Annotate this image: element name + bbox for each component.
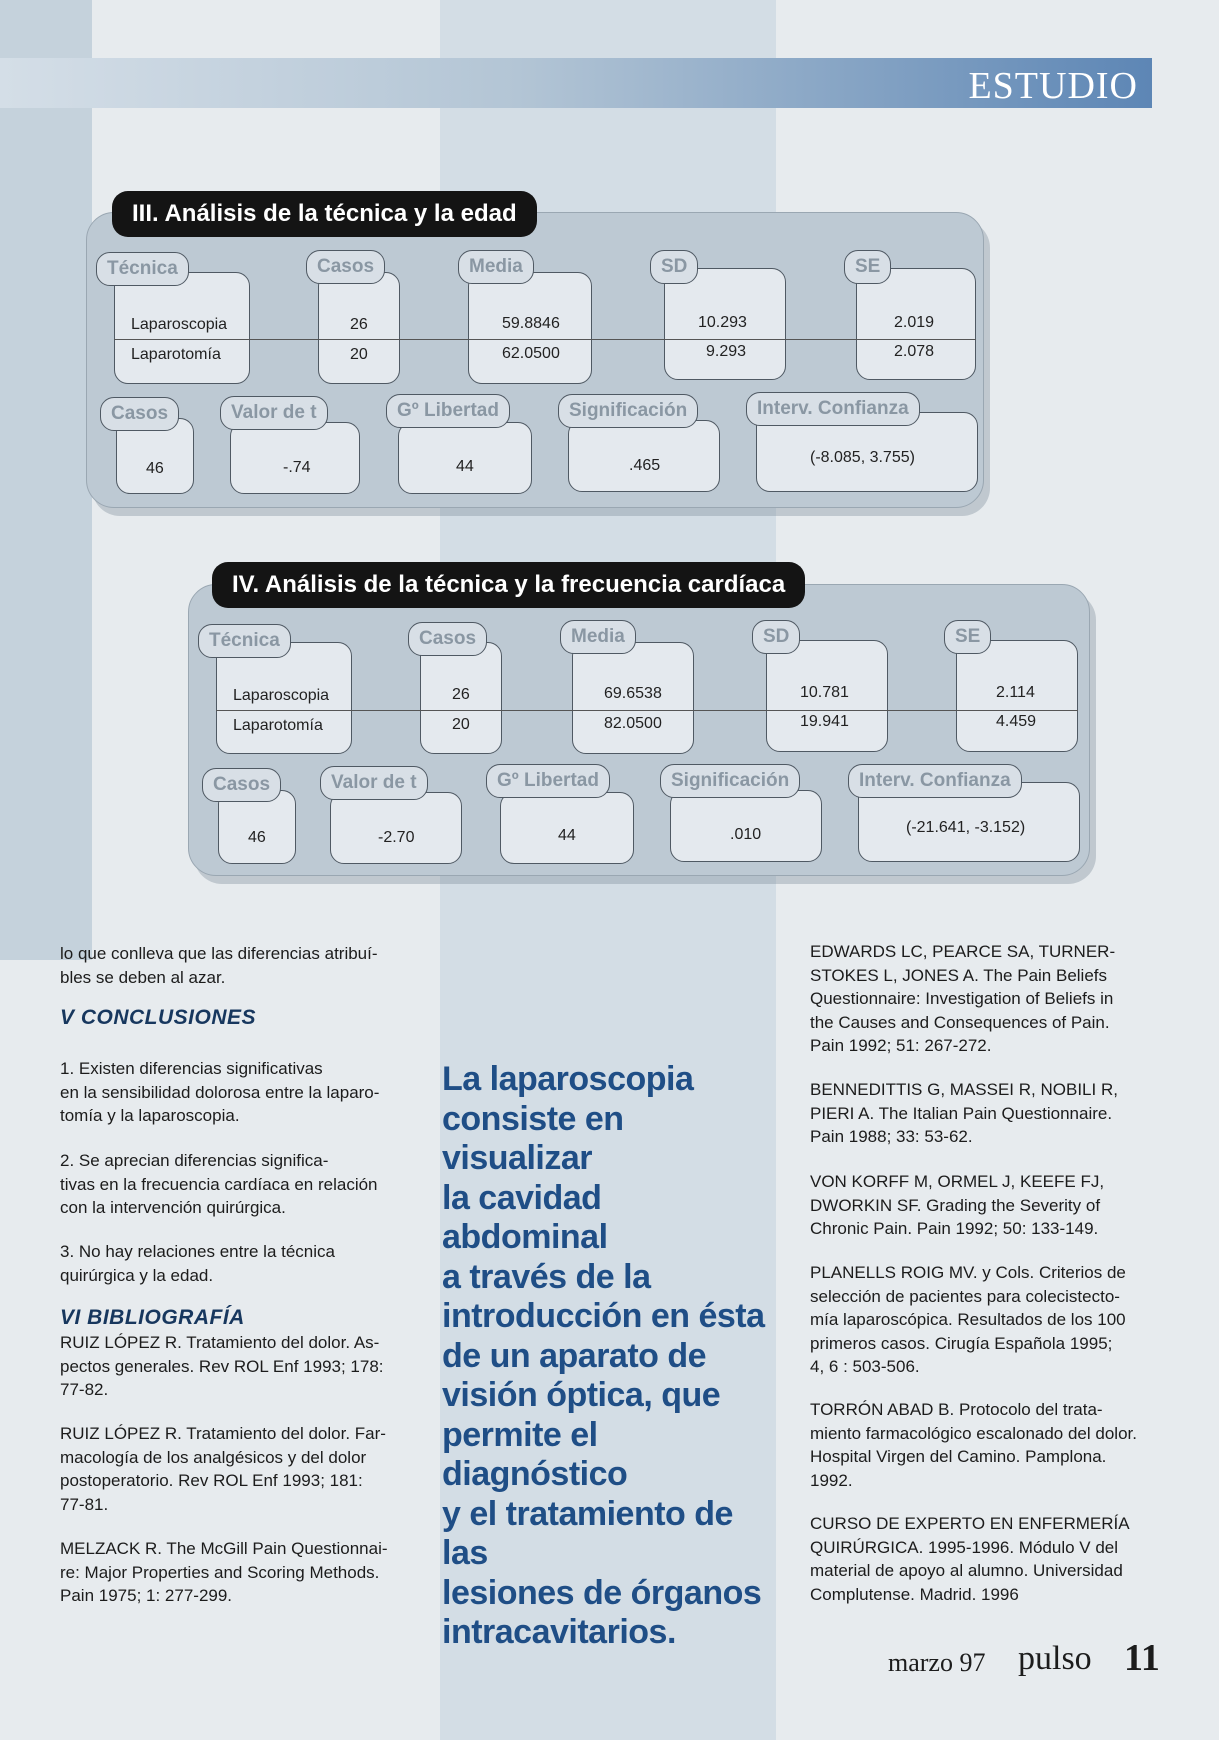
- text-line: 3. No hay relaciones entre la técnica: [60, 1242, 335, 1261]
- pull-quote-line: visión óptica, que: [442, 1376, 721, 1414]
- pull-quote-line: permite el diagnóstico: [442, 1415, 628, 1493]
- table-4-casos-total: 46: [248, 829, 266, 846]
- text-line: 77-81.: [60, 1494, 109, 1514]
- text-line: the Causes and Consequences of Pain.: [810, 1012, 1110, 1032]
- footer-date: marzo 97: [888, 1648, 986, 1677]
- text-line: tomía y la laparoscopia.: [60, 1106, 240, 1125]
- table-4-se-label: SE: [944, 620, 991, 654]
- pull-quote-line: y el tratamiento de las: [442, 1494, 733, 1572]
- conclusion-item: [60, 1057, 410, 1128]
- text-line: Hospital Virgen del Camino. Pamplona.: [810, 1447, 1107, 1466]
- text-line: 2. Se aprecian diferencias significa-: [60, 1151, 329, 1170]
- text-line: material de apoyo al alumno. Universidad: [810, 1561, 1123, 1580]
- text-line: PIERI A. The Italian Pain Questionnaire.: [810, 1103, 1113, 1123]
- table-4-valor-t-label: Valor de t: [320, 766, 428, 800]
- pull-quote-line: La laparoscopia: [442, 1060, 694, 1098]
- table-4-significacion-label: Significación: [660, 764, 800, 798]
- table-4-casos-total-label: Casos: [202, 768, 281, 802]
- table-4-libertad: 44: [558, 827, 576, 844]
- text-line: 77-82.: [60, 1380, 109, 1399]
- table-3-valor-t-label: Valor de t: [220, 396, 328, 430]
- text-line: PLANELLS ROIG MV. y Cols. Criterios de: [810, 1263, 1126, 1282]
- text-line: re: Major Properties and Scoring Methods.: [60, 1562, 380, 1582]
- intro-paragraph: [60, 942, 410, 989]
- text-line: QUIRÚRGICA. 1995-1996. Módulo V del: [810, 1537, 1119, 1557]
- text-line: 1992.: [810, 1470, 853, 1490]
- table-4-row2-casos: 20: [452, 716, 470, 733]
- table-3-casos-label: Casos: [306, 250, 385, 284]
- text-line: tivas en la frecuencia cardíaca en relación: [60, 1174, 378, 1194]
- table-4-tecnica-label: Técnica: [198, 624, 291, 658]
- table-4-valor-t: -2.70: [378, 829, 415, 846]
- reference-entry: [810, 1398, 1155, 1492]
- table-3-row2-tecnica: Laparotomía: [131, 346, 221, 363]
- table-3-row1-se: 2.019: [894, 314, 935, 331]
- text-line: macología de los analgésicos y del dolor: [60, 1447, 367, 1467]
- table-4-media-label: Media: [560, 620, 636, 654]
- text-line: quirúrgica y la edad.: [60, 1265, 214, 1285]
- table-4-casos-label: Casos: [408, 622, 487, 656]
- table-3-intervalo: (-8.085, 3.755): [810, 449, 915, 466]
- bibliography-entry: [60, 1422, 410, 1516]
- text-line: RUIZ LÓPEZ R. Tratamiento del dolor. Far-: [60, 1424, 386, 1443]
- table-3-significacion-label: Significación: [558, 394, 698, 428]
- table-4-intervalo-label: Interv. Confianza: [848, 764, 1022, 798]
- table-3-row2-se: 2.078: [894, 343, 935, 360]
- table-4-row1-casos: 26: [452, 686, 470, 703]
- text-line: con la intervención quirúrgica.: [60, 1198, 286, 1217]
- footer-page-number: 11: [1124, 1637, 1160, 1679]
- table-4-sd-label: SD: [752, 620, 800, 654]
- table-4-intervalo: (-21.641, -3.152): [906, 819, 1026, 836]
- text-line: miento farmacológico escalonado del dolor.: [810, 1423, 1137, 1443]
- table-3-row2-casos: 20: [350, 346, 368, 363]
- text-line: BENNEDITTIS G, MASSEI R, NOBILI R,: [810, 1080, 1118, 1099]
- text-line: TORRÓN ABAD B. Protocolo del trata-: [810, 1400, 1103, 1419]
- text-line: mía laparoscópica. Resultados de los 100: [810, 1310, 1126, 1329]
- text-line: Complutense. Madrid. 1996: [810, 1584, 1019, 1604]
- reference-entry: [810, 1261, 1155, 1379]
- text-line: Pain 1992; 51: 267-272.: [810, 1036, 992, 1055]
- text-line: Chronic Pain. Pain 1992; 50: 133-149.: [810, 1219, 1099, 1238]
- footer-magazine-name: pulso: [1018, 1640, 1092, 1677]
- table-4-title: IV. Análisis de la técnica y la frecuencia cardíaca: [212, 562, 805, 608]
- table-3-media-label: Media: [458, 250, 534, 284]
- text-line: postoperatorio. Rev ROL Enf 1993; 181:: [60, 1471, 363, 1490]
- table-3-casos-total-label: Casos: [100, 397, 179, 431]
- text-line: 1. Existen diferencias significativas: [60, 1059, 323, 1078]
- table-3-row1-tecnica: Laparoscopia: [131, 316, 228, 333]
- table-3-row2-media: 62.0500: [502, 345, 560, 362]
- background-stripe-left: [0, 0, 92, 960]
- table-4-libertad-label: Gº Libertad: [486, 764, 610, 798]
- pull-quote-line: introducción en ésta: [442, 1297, 765, 1335]
- table-3-row-divider: [114, 339, 976, 340]
- pull-quote-line: a través de la: [442, 1257, 651, 1296]
- text-line: pectos generales. Rev ROL Enf 1993; 178:: [60, 1356, 384, 1376]
- pull-quote-line: intracavitarios.: [442, 1613, 676, 1651]
- text-line: Questionnaire: Investigation of Beliefs in: [810, 989, 1114, 1008]
- table-3-row1-casos: 26: [350, 316, 368, 333]
- table-3-title: III. Análisis de la técnica y la edad: [112, 191, 537, 237]
- table-3-libertad-label: Gº Libertad: [386, 394, 510, 428]
- table-4-row1-se: 2.114: [996, 684, 1035, 701]
- table-4-row-divider: [216, 710, 1078, 711]
- text-line: primeros casos. Cirugía Española 1995;: [810, 1333, 1113, 1353]
- conclusion-item: [60, 1149, 410, 1220]
- text-line: Pain 1988; 33: 53-62.: [810, 1127, 973, 1146]
- text-line: VON KORFF M, ORMEL J, KEEFE FJ,: [810, 1172, 1105, 1191]
- table-3-row1-media: 59.8846: [502, 315, 560, 332]
- table-4-row2-se: 4.459: [996, 713, 1037, 730]
- table-3-row2-sd: 9.293: [706, 343, 747, 360]
- table-4-row1-sd: 10.781: [800, 684, 849, 701]
- table-4-row2-sd: 19.941: [800, 713, 849, 730]
- table-3-significacion-box: [568, 420, 720, 492]
- table-3-valor-t-box: [230, 422, 360, 494]
- bibliography-entry: [60, 1331, 410, 1402]
- text-line: MELZACK R. The McGill Pain Questionnai-: [60, 1539, 388, 1558]
- reference-entry: [810, 1078, 1155, 1149]
- table-3-row1-sd: 10.293: [698, 314, 747, 331]
- text-line: CURSO DE EXPERTO EN ENFERMERÍA: [810, 1514, 1130, 1533]
- table-3-casos-total: 46: [146, 460, 164, 477]
- text-line: 4, 6 : 503-506.: [810, 1357, 920, 1376]
- text-line: RUIZ LÓPEZ R. Tratamiento del dolor. As-: [60, 1333, 380, 1352]
- reference-entry: [810, 940, 1155, 1058]
- conclusion-item: [60, 1240, 410, 1287]
- section-label: ESTUDIO: [968, 65, 1138, 107]
- table-3-tecnica-label: Técnica: [96, 252, 189, 286]
- reference-entry: [810, 1170, 1155, 1241]
- text-line: lo que conlleva que las diferencias atribuí-: [60, 944, 378, 963]
- pull-quote-line: lesiones de órganos: [442, 1573, 762, 1612]
- table-4-row1-media: 69.6538: [604, 685, 662, 702]
- table-3-valor-t: -.74: [283, 459, 311, 476]
- table-4-row2-media: 82.0500: [604, 715, 662, 732]
- table-4-row1-tecnica: Laparoscopia: [233, 687, 330, 704]
- text-line: STOKES L, JONES A. The Pain Beliefs: [810, 965, 1108, 985]
- table-3-sd-label: SD: [650, 250, 698, 284]
- table-4-row2-tecnica: Laparotomía: [233, 717, 323, 734]
- text-line: bles se deben al azar.: [60, 967, 226, 987]
- text-line: Pain 1975; 1: 277-299.: [60, 1586, 233, 1605]
- text-line: selección de pacientes para colecistecto-: [810, 1286, 1120, 1306]
- text-line: DWORKIN SF. Grading the Severity of: [810, 1195, 1101, 1215]
- table-4-significacion: .010: [730, 826, 762, 843]
- table-3-significacion: .465: [629, 457, 661, 474]
- reference-entry: [810, 1512, 1155, 1606]
- text-line: en la sensibilidad dolorosa entre la laparo-: [60, 1082, 380, 1102]
- pull-quote-line: de un aparato de: [442, 1336, 707, 1375]
- text-line: EDWARDS LC, PEARCE SA, TURNER-: [810, 942, 1116, 961]
- table-4-valor-t-box: [330, 792, 462, 864]
- table-3-libertad: 44: [456, 458, 474, 475]
- bibliography-entry: [60, 1537, 410, 1608]
- pull-quote: [442, 1060, 774, 1653]
- pull-quote-line: consiste en visualizar: [442, 1099, 624, 1177]
- table-3-se-label: SE: [844, 250, 891, 284]
- table-3-intervalo-label: Interv. Confianza: [746, 392, 920, 426]
- bibliography-heading: VI BIBLIOGRAFÍA: [60, 1306, 245, 1329]
- section-header-band: [0, 58, 1152, 108]
- conclusions-heading: V CONCLUSIONES: [60, 1006, 257, 1029]
- pull-quote-line: la cavidad abdominal: [442, 1178, 608, 1256]
